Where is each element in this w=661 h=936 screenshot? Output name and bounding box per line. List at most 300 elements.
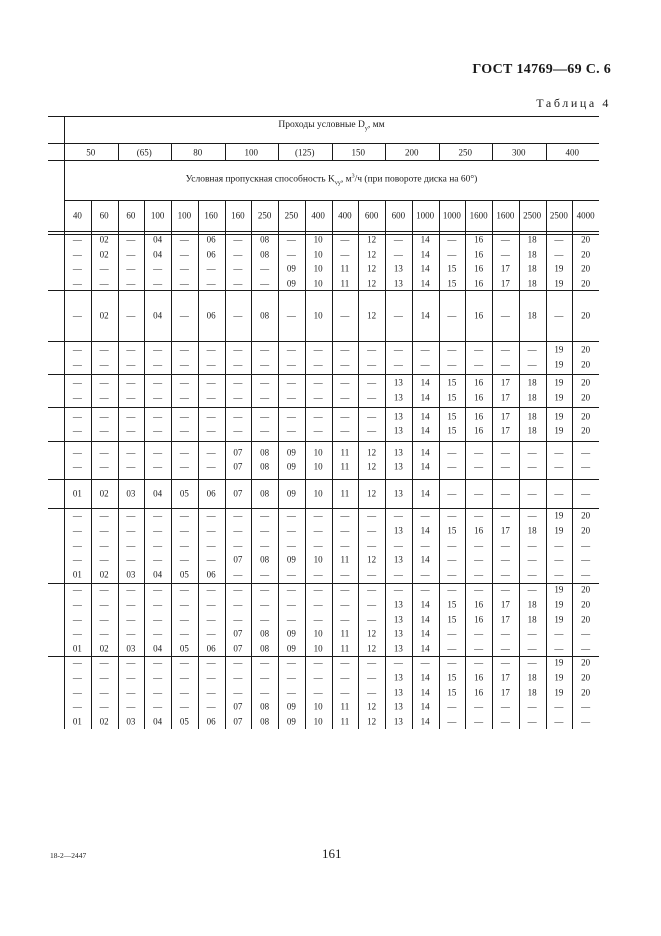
- capacity-sup: 3: [351, 173, 355, 180]
- table-cell: 03: [126, 643, 136, 654]
- table-cell: 07: [233, 488, 243, 498]
- table-cell: —: [313, 584, 323, 595]
- table-cell: 20: [581, 599, 591, 610]
- table-cell: —: [581, 540, 591, 550]
- table-cell: —: [500, 643, 510, 654]
- table-cell: 10: [313, 701, 323, 712]
- table-cell: 10: [313, 554, 323, 565]
- table-cell: 04: [153, 488, 163, 498]
- table-cell: —: [367, 672, 377, 683]
- table-cell: 13: [393, 643, 403, 654]
- table-cell: 08: [260, 310, 270, 320]
- table-cell: 11: [340, 488, 350, 498]
- table-cell: —: [313, 540, 323, 550]
- capacity-value: 2500: [523, 210, 542, 220]
- table-cell: 15: [447, 614, 457, 624]
- table-cell: 19: [554, 359, 564, 370]
- table-cell: 14: [420, 672, 430, 683]
- table-cell: —: [500, 488, 510, 498]
- table-cell: —: [367, 359, 377, 370]
- table-cell: —: [126, 614, 136, 624]
- table-cell: 14: [420, 234, 430, 245]
- capacity-value: 160: [204, 210, 218, 220]
- table-cell: —: [179, 554, 189, 565]
- table-cell: 17: [500, 672, 510, 683]
- rule-line: [48, 407, 599, 408]
- column-line: [118, 143, 119, 160]
- table-cell: —: [179, 392, 189, 403]
- table-cell: 09: [286, 278, 296, 289]
- table-cell: —: [313, 392, 323, 403]
- diameter-label: 150: [351, 147, 365, 157]
- table-cell: 06: [206, 310, 216, 320]
- table-cell: —: [393, 234, 403, 245]
- table-cell: —: [179, 278, 189, 289]
- table-cell: 06: [206, 234, 216, 245]
- table-cell: —: [527, 488, 537, 498]
- table-cell: —: [367, 657, 377, 668]
- capacity-value: 600: [364, 210, 379, 220]
- table-cell: 13: [393, 278, 403, 289]
- table-cell: —: [447, 488, 457, 498]
- table-cell: —: [260, 278, 270, 289]
- rule-line: [48, 508, 599, 509]
- table-cell: 20: [581, 249, 591, 260]
- table-cell: 18: [527, 425, 537, 436]
- table-cell: —: [286, 525, 296, 536]
- table-cell: —: [153, 411, 163, 422]
- table-cell: 13: [393, 411, 403, 422]
- table-cell: —: [340, 584, 350, 595]
- table-cell: 01: [72, 488, 82, 498]
- table-cell: 13: [393, 701, 403, 712]
- table-cell: —: [206, 411, 216, 422]
- column-line: [64, 116, 65, 729]
- table-cell: —: [233, 510, 243, 521]
- diameter-label: 80: [193, 147, 203, 157]
- diameter-label: 400: [565, 147, 579, 157]
- table-cell: —: [99, 614, 109, 624]
- table-cell: —: [447, 234, 457, 245]
- table-cell: —: [527, 584, 537, 595]
- table-cell: 18: [527, 599, 537, 610]
- table-cell: 05: [179, 716, 189, 727]
- table-cell: —: [500, 510, 510, 521]
- table-cell: —: [393, 359, 403, 370]
- table-cell: 16: [474, 377, 484, 388]
- table-cell: 06: [206, 488, 216, 498]
- table-cell: 17: [500, 599, 510, 610]
- table-cell: —: [286, 249, 296, 260]
- column-line: [251, 200, 252, 729]
- table-cell: —: [206, 425, 216, 436]
- rule-line: [48, 341, 599, 342]
- table-cell: —: [126, 510, 136, 521]
- table-cell: 13: [393, 447, 403, 458]
- table-cell: —: [500, 344, 510, 355]
- diameter-label: 100: [244, 147, 258, 157]
- table-cell: —: [554, 234, 564, 245]
- table-cell: 12: [367, 643, 377, 654]
- table-cell: —: [206, 525, 216, 536]
- table-cell: 18: [527, 249, 537, 260]
- table-cell: —: [153, 584, 163, 595]
- capacity-header: [186, 173, 478, 186]
- table-cell: 13: [393, 263, 403, 274]
- column-line: [465, 200, 466, 729]
- table-cell: —: [500, 716, 510, 727]
- table-cell: —: [581, 461, 591, 472]
- table-cell: —: [179, 344, 189, 355]
- table-cell: 13: [393, 525, 403, 536]
- table-cell: —: [260, 263, 270, 274]
- rule-line: [48, 143, 599, 144]
- table-cell: —: [313, 359, 323, 370]
- table-cell: —: [72, 425, 82, 436]
- table-cell: —: [527, 569, 537, 580]
- title-header: [278, 120, 384, 132]
- table-cell: —: [179, 657, 189, 668]
- table-cell: —: [72, 461, 82, 472]
- table-cell: —: [260, 614, 270, 624]
- table-cell: 17: [500, 525, 510, 536]
- table-cell: —: [153, 263, 163, 274]
- table-cell: 03: [126, 488, 136, 498]
- table-cell: —: [474, 447, 484, 458]
- table-cell: —: [260, 344, 270, 355]
- table-cell: —: [233, 278, 243, 289]
- table-cell: 08: [260, 234, 270, 245]
- table-cell: 17: [500, 411, 510, 422]
- table-cell: 14: [420, 488, 430, 498]
- column-line: [144, 200, 145, 729]
- table-cell: 12: [367, 488, 377, 498]
- table-cell: 10: [313, 249, 323, 260]
- table-cell: 08: [260, 554, 270, 565]
- table-cell: 19: [554, 614, 564, 624]
- table-cell: —: [99, 628, 109, 639]
- table-cell: —: [233, 614, 243, 624]
- table-cell: —: [126, 310, 136, 320]
- table-cell: 19: [554, 525, 564, 536]
- table-cell: 13: [393, 554, 403, 565]
- table-cell: —: [527, 540, 537, 550]
- table-cell: —: [260, 359, 270, 370]
- table-cell: 12: [367, 249, 377, 260]
- table-cell: —: [179, 701, 189, 712]
- table-cell: —: [554, 461, 564, 472]
- table-cell: —: [581, 716, 591, 727]
- table-cell: —: [153, 525, 163, 536]
- valve-table: [48, 116, 599, 729]
- table-cell: —: [233, 657, 243, 668]
- table-cell: —: [313, 569, 323, 580]
- table-cell: 19: [554, 672, 564, 683]
- table-cell: —: [393, 540, 403, 550]
- table-cell: —: [206, 701, 216, 712]
- table-cell: —: [153, 510, 163, 521]
- table-cell: —: [126, 377, 136, 388]
- table-cell: —: [367, 584, 377, 595]
- table-cell: —: [153, 278, 163, 289]
- table-cell: —: [447, 447, 457, 458]
- table-cell: —: [179, 249, 189, 260]
- table-cell: 16: [474, 614, 484, 624]
- page-header: ГОСТ 14769—69 С. 6: [472, 62, 611, 77]
- table-cell: 12: [367, 716, 377, 727]
- table-cell: —: [126, 701, 136, 712]
- table-cell: —: [126, 278, 136, 289]
- table-cell: —: [233, 599, 243, 610]
- table-cell: —: [527, 344, 537, 355]
- table-cell: 14: [420, 701, 430, 712]
- table-cell: 13: [393, 392, 403, 403]
- table-cell: 10: [313, 263, 323, 274]
- table-cell: —: [153, 657, 163, 668]
- table-cell: —: [260, 569, 270, 580]
- table-cell: 06: [206, 249, 216, 260]
- table-cell: —: [527, 657, 537, 668]
- table-cell: —: [206, 554, 216, 565]
- table-cell: 17: [500, 263, 510, 274]
- table-cell: 20: [581, 614, 591, 624]
- table-cell: 19: [554, 584, 564, 595]
- table-cell: 02: [99, 249, 109, 260]
- table-cell: —: [286, 657, 296, 668]
- table-cell: 15: [447, 392, 457, 403]
- table-cell: —: [313, 510, 323, 521]
- table-cell: 07: [233, 701, 243, 712]
- table-cell: —: [554, 540, 564, 550]
- table-cell: 04: [153, 569, 163, 580]
- table-cell: 04: [153, 234, 163, 245]
- table-cell: —: [72, 447, 82, 458]
- table-cell: 13: [393, 628, 403, 639]
- table-cell: 18: [527, 614, 537, 624]
- table-cell: —: [420, 657, 430, 668]
- table-cell: —: [474, 344, 484, 355]
- table-cell: —: [500, 554, 510, 565]
- table-cell: 18: [527, 672, 537, 683]
- capacity-unit: , м: [340, 174, 352, 185]
- table-cell: —: [260, 510, 270, 521]
- table-cell: 12: [367, 628, 377, 639]
- table-cell: —: [126, 447, 136, 458]
- rule-line: [48, 116, 599, 117]
- table-cell: 20: [581, 310, 591, 320]
- table-cell: 13: [393, 599, 403, 610]
- table-cell: —: [286, 310, 296, 320]
- table-cell: 04: [153, 716, 163, 727]
- table-cell: —: [286, 584, 296, 595]
- table-cell: —: [72, 701, 82, 712]
- column-line: [385, 143, 386, 160]
- table-cell: —: [72, 657, 82, 668]
- table-cell: 10: [313, 461, 323, 472]
- table-cell: —: [206, 359, 216, 370]
- table-cell: —: [420, 510, 430, 521]
- capacity-value: 1600: [496, 210, 515, 220]
- table-cell: —: [500, 584, 510, 595]
- table-cell: —: [126, 461, 136, 472]
- table-cell: —: [179, 377, 189, 388]
- table-cell: —: [72, 599, 82, 610]
- table-cell: —: [420, 344, 430, 355]
- table-cell: —: [581, 554, 591, 565]
- column-line: [332, 143, 333, 160]
- table-cell: —: [581, 643, 591, 654]
- table-cell: —: [153, 461, 163, 472]
- table-cell: —: [99, 525, 109, 536]
- table-cell: —: [153, 554, 163, 565]
- table-cell: 14: [420, 263, 430, 274]
- table-cell: —: [260, 540, 270, 550]
- table-cell: 20: [581, 672, 591, 683]
- capacity-value: 1000: [442, 210, 461, 220]
- table-cell: —: [206, 377, 216, 388]
- table-cell: 17: [500, 425, 510, 436]
- table-cell: —: [72, 278, 82, 289]
- table-cell: 19: [554, 344, 564, 355]
- table-cell: —: [99, 701, 109, 712]
- table-cell: 01: [72, 643, 82, 654]
- column-line: [305, 200, 306, 729]
- table-cell: —: [340, 614, 350, 624]
- table-cell: —: [72, 614, 82, 624]
- table-cell: —: [233, 672, 243, 683]
- table-cell: 04: [153, 643, 163, 654]
- table-cell: —: [474, 359, 484, 370]
- table-cell: 13: [393, 377, 403, 388]
- table-cell: —: [447, 540, 457, 550]
- column-line: [91, 200, 92, 729]
- table-cell: —: [313, 425, 323, 436]
- table-cell: 15: [447, 278, 457, 289]
- table-cell: 10: [313, 278, 323, 289]
- table-cell: —: [500, 461, 510, 472]
- column-line: [118, 200, 119, 729]
- table-cell: —: [72, 510, 82, 521]
- table-cell: —: [206, 344, 216, 355]
- table-cell: —: [126, 628, 136, 639]
- table-cell: —: [99, 344, 109, 355]
- column-line: [492, 143, 493, 160]
- table-cell: —: [99, 392, 109, 403]
- table-cell: —: [527, 716, 537, 727]
- table-cell: —: [527, 628, 537, 639]
- table-cell: 16: [474, 425, 484, 436]
- table-cell: —: [233, 359, 243, 370]
- table-cell: —: [126, 249, 136, 260]
- table-cell: —: [206, 263, 216, 274]
- table-cell: 20: [581, 359, 591, 370]
- table-cell: —: [420, 584, 430, 595]
- table-cell: 01: [72, 569, 82, 580]
- table-cell: —: [340, 525, 350, 536]
- table-cell: —: [233, 687, 243, 697]
- table-cell: —: [233, 584, 243, 595]
- table-cell: 18: [527, 525, 537, 536]
- capacity-value: 60: [126, 210, 136, 220]
- table-cell: 20: [581, 525, 591, 536]
- table-cell: —: [179, 263, 189, 274]
- table-cell: 09: [286, 716, 296, 727]
- table-cell: —: [474, 569, 484, 580]
- table-cell: —: [340, 234, 350, 245]
- table-cell: 19: [554, 263, 564, 274]
- capacity-value: 100: [150, 210, 165, 220]
- table-cell: —: [153, 392, 163, 403]
- table-cell: 02: [99, 310, 109, 320]
- table-cell: —: [126, 411, 136, 422]
- table-cell: —: [447, 554, 457, 565]
- capacity-value: 40: [72, 210, 82, 220]
- table-cell: 14: [420, 249, 430, 260]
- table-cell: 02: [99, 488, 109, 498]
- table-cell: 14: [420, 643, 430, 654]
- table-cell: 09: [286, 447, 296, 458]
- table-cell: 09: [286, 461, 296, 472]
- table-cell: 07: [233, 643, 243, 654]
- table-cell: —: [447, 359, 457, 370]
- table-cell: 20: [581, 392, 591, 403]
- table-cell: 08: [260, 488, 270, 498]
- table-cell: 02: [99, 716, 109, 727]
- diameter-label: 50: [86, 147, 96, 157]
- column-line: [572, 200, 573, 729]
- table-cell: —: [340, 344, 350, 355]
- table-cell: —: [179, 447, 189, 458]
- table-cell: 05: [179, 643, 189, 654]
- table-cell: 07: [233, 716, 243, 727]
- table-cell: —: [581, 628, 591, 639]
- table-cell: 01: [72, 716, 82, 727]
- table-cell: —: [126, 392, 136, 403]
- table-cell: —: [527, 701, 537, 712]
- table-cell: 12: [367, 447, 377, 458]
- table-cell: 18: [527, 278, 537, 289]
- table-cell: —: [99, 425, 109, 436]
- table-cell: —: [393, 569, 403, 580]
- table-cell: —: [99, 377, 109, 388]
- table-cell: 19: [554, 392, 564, 403]
- table-cell: —: [367, 411, 377, 422]
- column-line: [412, 200, 413, 729]
- column-line: [358, 200, 359, 729]
- table-cell: —: [474, 488, 484, 498]
- table-cell: —: [340, 310, 350, 320]
- table-cell: —: [206, 461, 216, 472]
- table-cell: —: [393, 510, 403, 521]
- table-cell: —: [393, 657, 403, 668]
- table-cell: —: [447, 716, 457, 727]
- title-sub: у: [364, 125, 368, 132]
- table-cell: —: [153, 377, 163, 388]
- table-cell: —: [206, 447, 216, 458]
- table-cell: —: [581, 447, 591, 458]
- table-cell: 19: [554, 657, 564, 668]
- capacity-value: 600: [391, 210, 406, 220]
- rule-line: [48, 374, 599, 375]
- table-cell: 16: [474, 249, 484, 260]
- table-cell: —: [179, 584, 189, 595]
- table-cell: 09: [286, 488, 296, 498]
- table-cell: —: [286, 425, 296, 436]
- table-cell: —: [500, 701, 510, 712]
- table-cell: —: [313, 411, 323, 422]
- table-cell: —: [260, 425, 270, 436]
- table-cell: —: [206, 584, 216, 595]
